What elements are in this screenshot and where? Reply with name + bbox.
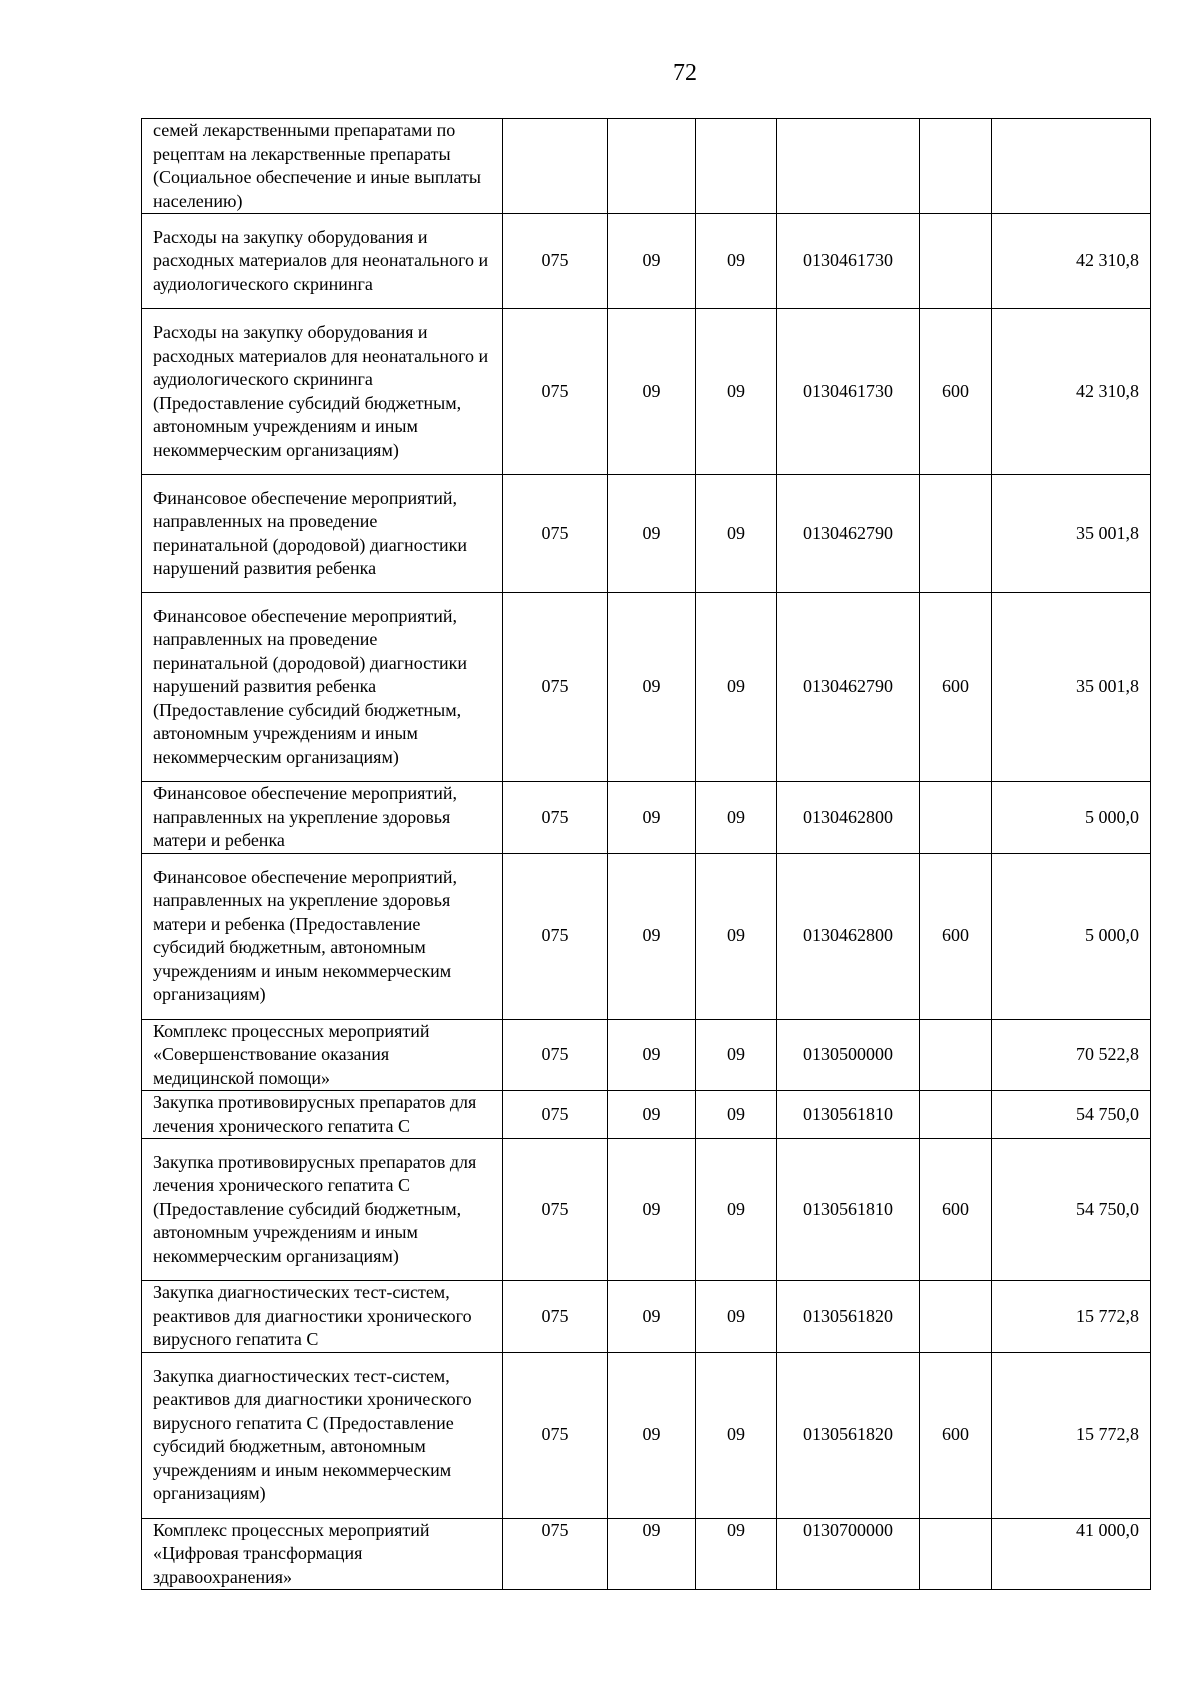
grbs-code: 075 [503,1091,608,1139]
target-article-code: 0130561820 [777,1352,920,1518]
expense-type-code [920,1019,992,1091]
subsection-code: 09 [696,1091,777,1139]
amount: 15 772,8 [992,1281,1151,1353]
expense-name: Комплекс процессных мероприятий «Совершенствование оказания медицинской помощи» [142,1019,503,1091]
amount: 41 000,0 [992,1518,1151,1590]
expense-name: Закупка диагностических тест-систем, реактивов для диагностики хронического вирусного гепатита С [142,1281,503,1353]
section-code: 09 [608,1019,696,1091]
expense-type-code [920,1518,992,1590]
grbs-code: 075 [503,475,608,593]
subsection-code: 09 [696,593,777,782]
grbs-code: 075 [503,593,608,782]
table-row [142,853,1151,1019]
section-code [608,119,696,214]
target-article-code: 0130500000 [777,1019,920,1091]
target-article-code: 0130462800 [777,853,920,1019]
expense-type-code: 600 [920,593,992,782]
grbs-code: 075 [503,309,608,475]
expense-type-code [920,475,992,593]
amount: 54 750,0 [992,1139,1151,1281]
amount: 70 522,8 [992,1019,1151,1091]
subsection-code: 09 [696,309,777,475]
grbs-code: 075 [503,214,608,309]
target-article-code: 0130700000 [777,1518,920,1590]
section-code: 09 [608,214,696,309]
table-row [142,1019,1151,1091]
expense-type-code [920,119,992,214]
amount: 5 000,0 [992,853,1151,1019]
section-code: 09 [608,1281,696,1353]
amount: 35 001,8 [992,593,1151,782]
section-code: 09 [608,593,696,782]
expense-type-code [920,1091,992,1139]
expense-name: Финансовое обеспечение мероприятий, направленных на укрепление здоровья матери и ребенка [142,782,503,854]
section-code: 09 [608,1091,696,1139]
amount: 42 310,8 [992,214,1151,309]
table-row [142,214,1151,309]
section-code: 09 [608,853,696,1019]
grbs-code: 075 [503,853,608,1019]
expense-type-code: 600 [920,309,992,475]
section-code: 09 [608,782,696,854]
table-row [142,782,1151,854]
target-article-code: 0130462790 [777,593,920,782]
grbs-code: 075 [503,1139,608,1281]
expense-name: Финансовое обеспечение мероприятий, направленных на проведение перинатальной (дородовой) диагностики нарушений развития ребенка [142,475,503,593]
section-code: 09 [608,1352,696,1518]
subsection-code: 09 [696,782,777,854]
expense-type-code: 600 [920,1139,992,1281]
section-code: 09 [608,1139,696,1281]
expense-name: Комплекс процессных мероприятий «Цифровая трансформация здравоохранения» [142,1518,503,1590]
table-row [142,1352,1151,1518]
subsection-code: 09 [696,214,777,309]
amount: 15 772,8 [992,1352,1151,1518]
expense-name: Закупка противовирусных препаратов для лечения хронического гепатита С (Предоставление субсидий бюджетным, автономным учреждениям и иным некоммерческим организациям) [142,1139,503,1281]
table-row [142,1518,1151,1590]
target-article-code: 0130561810 [777,1091,920,1139]
target-article-code: 0130461730 [777,214,920,309]
expense-type-code: 600 [920,1352,992,1518]
amount [992,119,1151,214]
table-row [142,593,1151,782]
expense-name: Финансовое обеспечение мероприятий, направленных на укрепление здоровья матери и ребенка (Предоставление субсидий бюджетным, автономным учреждениям и иным некоммерческим организациям) [142,853,503,1019]
amount: 42 310,8 [992,309,1151,475]
table-row [142,309,1151,475]
subsection-code: 09 [696,1518,777,1590]
expense-name: Закупка диагностических тест-систем, реактивов для диагностики хронического вирусного гепатита С (Предоставление субсидий бюджетным, автономным учреждениям и иным некоммерческим организациям) [142,1352,503,1518]
target-article-code [777,119,920,214]
expense-name: Закупка противовирусных препаратов для лечения хронического гепатита С [142,1091,503,1139]
expense-type-code: 600 [920,853,992,1019]
subsection-code: 09 [696,1352,777,1518]
expense-name: Расходы на закупку оборудования и расходных материалов для неонатального и аудиологического скрининга (Предоставление субсидий бюджетным, автономным учреждениям и иным некоммерческим организациям) [142,309,503,475]
grbs-code: 075 [503,1518,608,1590]
target-article-code: 0130561810 [777,1139,920,1281]
table-row [142,475,1151,593]
amount: 54 750,0 [992,1091,1151,1139]
grbs-code: 075 [503,1281,608,1353]
page-number: 72 [673,60,697,86]
grbs-code: 075 [503,1352,608,1518]
section-code: 09 [608,475,696,593]
budget-table [141,118,1151,1590]
target-article-code: 0130462790 [777,475,920,593]
grbs-code [503,119,608,214]
expense-name: семей лекарственными препаратами по рецептам на лекарственные препараты (Социальное обеспечение и иные выплаты населению) [142,119,503,214]
table-row [142,119,1151,214]
expense-type-code [920,1281,992,1353]
expense-name: Финансовое обеспечение мероприятий, направленных на проведение перинатальной (дородовой) диагностики нарушений развития ребенка (Предоставление субсидий бюджетным, автономным учреждениям и иным некоммерческим организациям) [142,593,503,782]
target-article-code: 0130462800 [777,782,920,854]
grbs-code: 075 [503,1019,608,1091]
table-row [142,1091,1151,1139]
subsection-code: 09 [696,1281,777,1353]
amount: 35 001,8 [992,475,1151,593]
subsection-code: 09 [696,475,777,593]
amount: 5 000,0 [992,782,1151,854]
table-row [142,1281,1151,1353]
target-article-code: 0130561820 [777,1281,920,1353]
target-article-code: 0130461730 [777,309,920,475]
expense-type-code [920,782,992,854]
subsection-code [696,119,777,214]
subsection-code: 09 [696,1139,777,1281]
table-row [142,1139,1151,1281]
subsection-code: 09 [696,1019,777,1091]
expense-type-code [920,214,992,309]
section-code: 09 [608,309,696,475]
section-code: 09 [608,1518,696,1590]
subsection-code: 09 [696,853,777,1019]
grbs-code: 075 [503,782,608,854]
expense-name: Расходы на закупку оборудования и расходных материалов для неонатального и аудиологического скрининга [142,214,503,309]
